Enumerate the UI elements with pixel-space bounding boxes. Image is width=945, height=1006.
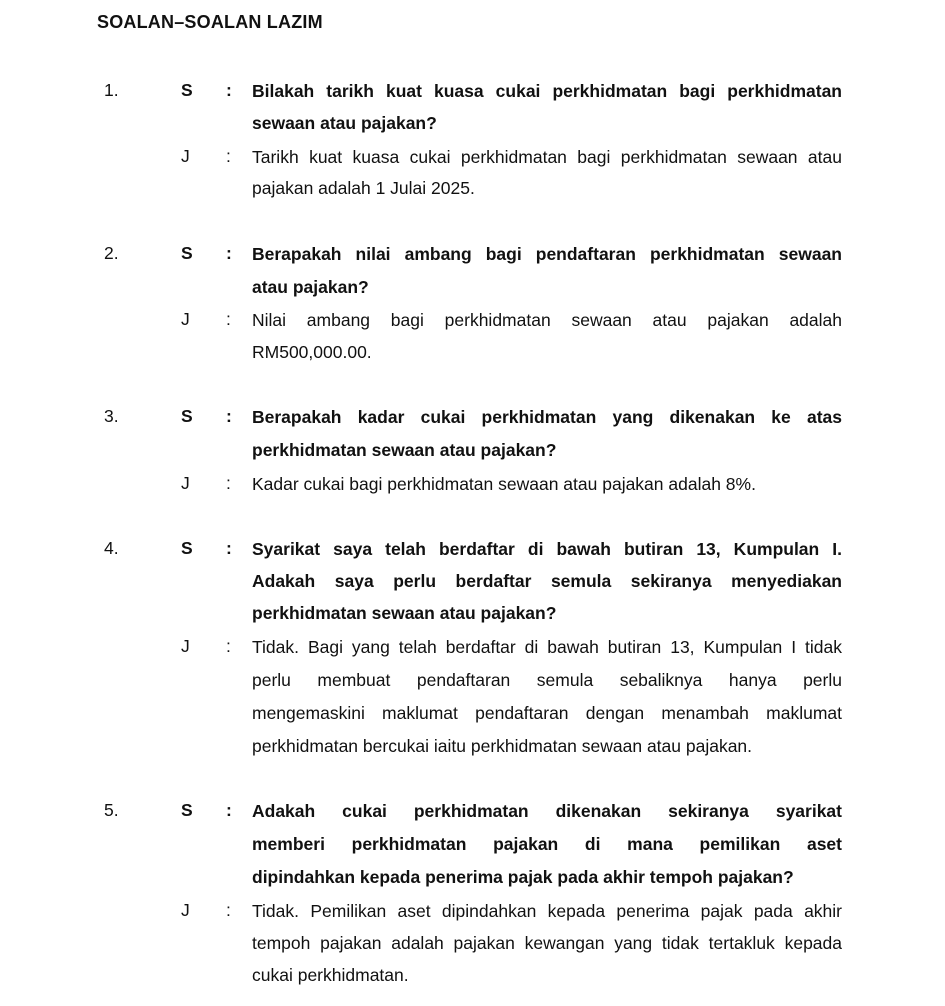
answer-label: J xyxy=(181,473,190,493)
answer-text: tempoh pajakan adalah pajakan kewangan yang tidak tertakluk kepada xyxy=(252,933,842,953)
item-number: 4. xyxy=(104,538,119,558)
answer-text: Kadar cukai bagi perkhidmatan sewaan atau pajakan adalah 8%. xyxy=(252,474,756,494)
question-text: Bilakah tarikh kuat kuasa cukai perkhidmatan bagi perkhidmatan xyxy=(252,81,842,101)
answer-text: cukai perkhidmatan. xyxy=(252,965,409,985)
colon: : xyxy=(226,80,232,100)
answer-text: pajakan adalah 1 Julai 2025. xyxy=(252,178,475,198)
item-number: 1. xyxy=(104,80,119,100)
colon: : xyxy=(226,406,232,426)
item-number: 5. xyxy=(104,800,119,820)
answer-text: RM500,000.00. xyxy=(252,342,372,362)
question-label: S xyxy=(181,538,193,558)
item-number: 3. xyxy=(104,406,119,426)
question-text: Berapakah kadar cukai perkhidmatan yang dikenakan ke atas xyxy=(252,407,842,427)
colon: : xyxy=(226,800,232,820)
colon: : xyxy=(226,538,232,558)
answer-label: J xyxy=(181,900,190,920)
answer-text: perkhidmatan bercukai iaitu perkhidmatan sewaan atau pajakan. xyxy=(252,736,753,756)
question-text: dipindahkan kepada penerima pajak pada akhir tempoh pajakan? xyxy=(252,867,794,887)
question-text: memberi perkhidmatan pajakan di mana pemilikan aset xyxy=(252,834,842,854)
colon: : xyxy=(226,146,231,166)
colon: : xyxy=(226,636,231,656)
question-label: S xyxy=(181,800,193,820)
answer-text: Tidak. Pemilikan aset dipindahkan kepada penerima pajak pada akhir xyxy=(252,901,842,921)
question-text: sewaan atau pajakan? xyxy=(252,113,437,133)
colon: : xyxy=(226,243,232,263)
question-text: perkhidmatan sewaan atau pajakan? xyxy=(252,603,557,623)
answer-text: Nilai ambang bagi perkhidmatan sewaan atau pajakan adalah xyxy=(252,310,842,330)
question-label: S xyxy=(181,243,193,263)
question-text: Berapakah nilai ambang bagi pendaftaran perkhidmatan sewaan xyxy=(252,244,842,264)
answer-label: J xyxy=(181,636,190,656)
question-text: Adakah saya perlu berdaftar semula sekiranya menyediakan xyxy=(252,571,842,591)
question-label: S xyxy=(181,80,193,100)
item-number: 2. xyxy=(104,243,119,263)
answer-text: mengemaskini maklumat pendaftaran dengan menambah maklumat xyxy=(252,703,842,723)
question-text: Adakah cukai perkhidmatan dikenakan sekiranya syarikat xyxy=(252,801,842,821)
answer-label: J xyxy=(181,146,190,166)
answer-label: J xyxy=(181,309,190,329)
answer-text: Tidak. Bagi yang telah berdaftar di bawah butiran 13, Kumpulan I tidak xyxy=(252,637,842,657)
answer-text: Tarikh kuat kuasa cukai perkhidmatan bagi perkhidmatan sewaan atau xyxy=(252,147,842,167)
question-text: Syarikat saya telah berdaftar di bawah butiran 13, Kumpulan I. xyxy=(252,539,842,559)
colon: : xyxy=(226,473,231,493)
colon: : xyxy=(226,900,231,920)
question-text: perkhidmatan sewaan atau pajakan? xyxy=(252,440,557,460)
question-label: S xyxy=(181,406,193,426)
question-text: atau pajakan? xyxy=(252,277,369,297)
colon: : xyxy=(226,309,231,329)
answer-text: perlu membuat pendaftaran semula sebaliknya hanya perlu xyxy=(252,670,842,690)
page-title: SOALAN–SOALAN LAZIM xyxy=(97,12,323,32)
